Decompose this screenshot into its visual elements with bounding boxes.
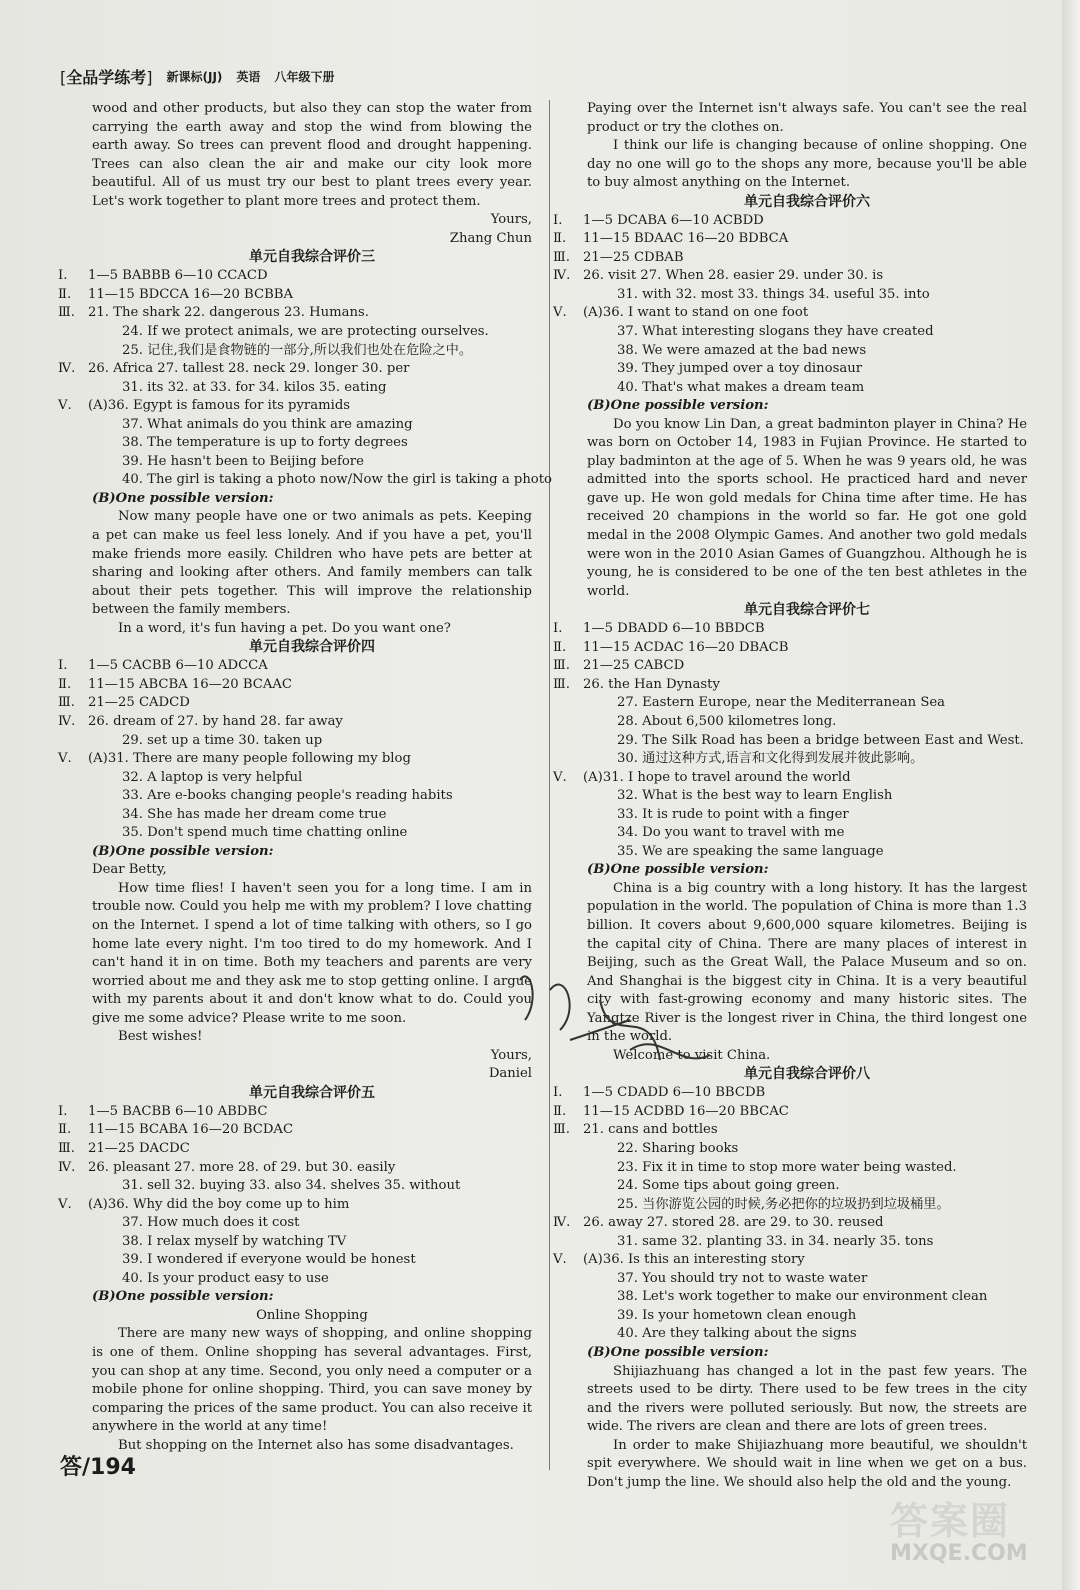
answer-row <box>553 1251 1027 1270</box>
roman-numeral: Ⅴ. <box>553 305 567 321</box>
answer-subline: 29. set up a time 30. taken up <box>122 732 323 748</box>
paragraph: In a word, it's fun having a pet. Do you want one? <box>118 620 451 636</box>
answer-subline: 38. Let's work together to make our environment clean <box>617 1289 988 1305</box>
answer-subline: 34. Do you want to travel with me <box>617 825 845 841</box>
answer-text: (A)36. Is this an interesting story <box>583 1252 805 1268</box>
answer-subline: 23. Fix it in time to stop more water being wasted. <box>617 1159 957 1175</box>
answer-subline: 31. its 32. at 33. for 34. kilos 35. eating <box>122 379 387 395</box>
answer-subline: 25. 记住,我们是食物链的一部分,所以我们也处在危险之中。 <box>122 342 473 358</box>
section-title: 单元自我综合评价四 <box>249 639 375 656</box>
paragraph: Now many people have one or two animals as pets. Keeping a pet can make us feel less lonely. And if you have a pet, you'll make friends more easily. Children who have pets are better at sharing and looking after others. And family members can talk about their pets together. This will improve the relationship between the family members. <box>92 509 532 618</box>
answer-subline: 31. same 32. planting 33. in 34. nearly 35. tons <box>617 1233 934 1249</box>
roman-numeral: Ⅱ. <box>553 639 567 655</box>
roman-numeral: Ⅲ. <box>553 676 570 692</box>
answer-text: 21—25 CABCD <box>583 658 685 674</box>
answer-row <box>553 657 1027 676</box>
roman-numeral: Ⅳ. <box>58 361 76 377</box>
answer-text: 1—5 BABBB 6—10 CCACD <box>88 268 268 284</box>
left-column <box>58 100 552 1455</box>
answer-row <box>58 304 532 323</box>
answer-row <box>58 750 532 769</box>
paragraph: There are many new ways of shopping, and online shopping is one of them. Online shopping has several advantages. First, you can shop at any time. Second, you only need a computer or a mobile phone for online shopping. Third, you can save money by comparing the prices of the same product. You can also receive it anywhere in the world at any time! <box>92 1326 532 1435</box>
right-column <box>553 100 1027 1492</box>
answer-row <box>58 694 532 713</box>
section-title: 单元自我综合评价三 <box>249 249 375 266</box>
brand-title: [全品学练考] <box>60 67 153 87</box>
answer-subline: 33. It is rude to point with a finger <box>617 806 849 822</box>
answer-text: 1—5 DBADD 6—10 BBDCB <box>583 621 765 637</box>
answer-subline: 35. Don't spend much time chatting online <box>122 825 408 841</box>
handwritten-scribble <box>510 960 750 1080</box>
answer-subline: 39. They jumped over a toy dinosaur <box>617 361 863 377</box>
roman-numeral: Ⅱ. <box>553 231 567 247</box>
answer-row <box>58 1121 532 1140</box>
answer-text: 1—5 BACBB 6—10 ABDBC <box>88 1103 268 1119</box>
answer-text: (A)31. There are many people following my blog <box>88 751 411 767</box>
answer-row <box>58 267 532 286</box>
answer-row <box>553 267 1027 286</box>
answer-subline: 39. Is your hometown clean enough <box>617 1307 857 1323</box>
answer-text: 26. dream of 27. by hand 28. far away <box>88 713 343 729</box>
page-number: 答/194 <box>60 1455 136 1480</box>
roman-numeral: Ⅲ. <box>553 1122 570 1138</box>
roman-numeral: Ⅱ. <box>58 1122 72 1138</box>
answer-subline: 37. What animals do you think are amazing <box>122 416 413 432</box>
answer-row <box>58 676 532 695</box>
column-divider <box>549 100 550 1470</box>
version-label: (B)One possible version: <box>587 398 769 414</box>
answer-row <box>553 1103 1027 1122</box>
section-title: 单元自我综合评价七 <box>744 602 870 619</box>
answer-row <box>58 286 532 305</box>
paragraph: China is a big country with a long history. It has the largest population in the world. The population of China is more than 1.3 billion. It covers about 9,600,000 square kilometres. Beijing is the capital city of China. There are many places of interest in Beijing, such as the Great Wall, the Palace Museum and so on. And Shanghai is the biggest city in China. It is a very beautiful city with fast-growing economy and many historic sites. The Yangtze River is the longest river in China, the third longest one in the world. <box>587 880 1027 1045</box>
paragraph: Best wishes! <box>118 1029 203 1045</box>
answer-subline: 40. The girl is taking a photo now/Now the girl is taking a photo <box>122 472 552 488</box>
answer-text: (A)31. I hope to travel around the world <box>583 769 851 785</box>
version-label: (B)One possible version: <box>92 1289 274 1305</box>
roman-numeral: Ⅱ. <box>553 1103 567 1119</box>
answer-row <box>58 360 532 379</box>
answer-subline: 38. We were amazed at the bad news <box>617 342 867 358</box>
answer-subline: 25. 当你游览公园的时候,务必把你的垃圾扔到垃圾桶里。 <box>617 1196 950 1212</box>
answer-row <box>553 620 1027 639</box>
roman-numeral: Ⅴ. <box>553 769 567 785</box>
answer-subline: 31. with 32. most 33. things 34. useful 35. into <box>617 286 930 302</box>
paragraph: Dear Betty, <box>92 862 167 878</box>
answer-text: 26. visit 27. When 28. easier 29. under 30. is <box>583 268 884 284</box>
answer-subline: 22. Sharing books <box>617 1140 739 1156</box>
answer-subline: 35. We are speaking the same language <box>617 843 884 859</box>
answer-text: 21—25 DACDC <box>88 1140 190 1156</box>
roman-numeral: Ⅱ. <box>58 676 72 692</box>
answer-row <box>553 304 1027 323</box>
watermark-logo: 答案圈 <box>890 1499 1011 1543</box>
answer-text: 21—25 CDBAB <box>583 249 684 265</box>
roman-numeral: Ⅰ. <box>58 658 68 674</box>
section-title: 单元自我综合评价六 <box>744 193 870 210</box>
answer-row <box>553 1084 1027 1103</box>
roman-numeral: Ⅰ. <box>58 1103 68 1119</box>
answer-text: 11—15 ACDBD 16—20 BBCAC <box>583 1103 789 1119</box>
answer-row <box>58 1140 532 1159</box>
answer-text: 21. cans and bottles <box>583 1122 718 1138</box>
answer-subline: 40. Is your product easy to use <box>122 1270 329 1286</box>
answer-text: 26. the Han Dynasty <box>583 676 720 692</box>
header-subject: 英语 <box>236 69 261 84</box>
essay-title: Online Shopping <box>256 1307 368 1323</box>
answer-row <box>553 249 1027 268</box>
answer-subline: 40. That's what makes a dream team <box>617 379 865 395</box>
answer-row <box>58 1103 532 1122</box>
roman-numeral: Ⅲ. <box>553 249 570 265</box>
watermark-site: MXQE.COM <box>890 1541 1028 1566</box>
watermark <box>890 1490 1028 1566</box>
answer-subline: 32. A laptop is very helpful <box>122 769 303 785</box>
paragraph: Paying over the Internet isn't always safe. You can't see the real product or try the clothes on. <box>587 101 1027 135</box>
answer-row <box>58 397 532 416</box>
roman-numeral: Ⅰ. <box>553 212 563 228</box>
answer-subline: 38. The temperature is up to forty degrees <box>122 435 408 451</box>
version-label: (B)One possible version: <box>587 1345 769 1360</box>
roman-numeral: Ⅲ. <box>58 695 75 711</box>
answer-subline: 33. Are e-books changing people's reading habits <box>122 788 453 804</box>
version-label: (B)One possible version: <box>92 490 274 506</box>
roman-numeral: Ⅴ. <box>58 398 72 414</box>
roman-numeral: Ⅰ. <box>553 621 563 637</box>
page-header <box>60 64 334 88</box>
answer-text: 11—15 BDAAC 16—20 BDBCA <box>583 231 789 247</box>
version-label: (B)One possible version: <box>92 843 274 859</box>
answer-subline: 30. 通过这种方式,语言和文化得到发展并彼此影响。 <box>617 751 924 767</box>
answer-row <box>553 1121 1027 1140</box>
signature-line: Yours, <box>490 1047 532 1063</box>
answer-text: 21—25 CADCD <box>88 695 190 711</box>
answer-subline: 27. Eastern Europe, near the Mediterranean Sea <box>617 695 946 711</box>
answer-text: 26. away 27. stored 28. are 29. to 30. reused <box>583 1215 884 1231</box>
header-grade: 八年级下册 <box>274 69 335 84</box>
answer-subline: 29. The Silk Road has been a bridge between East and West. <box>617 732 1024 748</box>
answer-row <box>553 230 1027 249</box>
paragraph: Do you know Lin Dan, a great badminton player in China? He was born on October 14, 1983 in Fujian Province. He started to play badminton at the age of 5. When he was 9 years old, he was admitted into the sports school. He practiced hard and never gave up. He won gold medals for China time after time. He has received 20 champions in the world so far. He got one gold medal in the 2008 Olympic Games. And another two gold medals were won in the 2010 Asian Games of Guangzhou. Although he is young, he is considered to be one of the ten best athletes in the world. <box>587 416 1027 599</box>
answer-subline: 40. Are they talking about the signs <box>617 1326 857 1342</box>
answer-text: (A)36. I want to stand on one foot <box>583 305 809 321</box>
answer-text: 11—15 ACDAC 16—20 DBACB <box>583 639 789 655</box>
answer-subline: 34. She has made her dream come true <box>122 806 387 822</box>
answer-subline: 32. What is the best way to learn English <box>617 788 893 804</box>
answer-subline: 37. You should try not to waste water <box>617 1270 868 1286</box>
roman-numeral: Ⅴ. <box>553 1252 567 1268</box>
answer-row <box>553 1214 1027 1233</box>
answer-text: 11—15 BDCCA 16—20 BCBBA <box>88 286 293 302</box>
roman-numeral: Ⅱ. <box>58 286 72 302</box>
answer-text: 26. Africa 27. tallest 28. neck 29. longer 30. per <box>88 361 410 377</box>
answer-row <box>553 676 1027 695</box>
answer-subline: 24. If we protect animals, we are protecting ourselves. <box>122 324 489 340</box>
roman-numeral: Ⅲ. <box>553 658 570 674</box>
answer-text: 1—5 DCABA 6—10 ACBDD <box>583 212 764 228</box>
roman-numeral: Ⅰ. <box>58 268 68 284</box>
answer-subline: 39. He hasn't been to Beijing before <box>122 453 364 469</box>
signature-line: Daniel <box>488 1066 532 1082</box>
answer-subline: 24. Some tips about going green. <box>617 1178 840 1194</box>
answer-subline: 28. About 6,500 kilometres long. <box>617 713 837 729</box>
header-edition: 新课标(JJ) <box>166 69 223 84</box>
answer-text: (A)36. Egypt is famous for its pyramids <box>88 398 351 414</box>
answer-row <box>553 769 1027 788</box>
answer-row <box>58 1196 532 1215</box>
roman-numeral: Ⅳ. <box>58 1159 76 1175</box>
answer-subline: 39. I wondered if everyone would be honest <box>122 1252 416 1268</box>
roman-numeral: Ⅴ. <box>58 1196 72 1212</box>
paragraph: In order to make Shijiazhuang more beautiful, we shouldn't spit everywhere. We should wait in line when we get on a bus. Don't jump the line. We should also help the old and the young. <box>587 1437 1027 1490</box>
paragraph: I think our life is changing because of online shopping. One day no one will go to the shops any more, because you'll be able to buy almost anything on the Internet. <box>587 138 1027 191</box>
paragraph: How time flies! I haven't seen you for a long time. I am in trouble now. Could you help me with my problem? I love chatting on the Internet. I spend a lot of time talking with others, so I go home late every night. I'm too tired to do my homework. And I can't hand it in on time. Both my teachers and parents are very worried about me and they ask me to stop getting online. I argue with my parents about it and don't know what to do. Could you give me some advice? Please write to me soon. <box>92 880 532 1026</box>
roman-numeral: Ⅲ. <box>58 1140 75 1156</box>
answer-subline: 37. How much does it cost <box>122 1215 300 1231</box>
roman-numeral: Ⅳ. <box>553 1215 571 1231</box>
section-title: 单元自我综合评价八 <box>744 1066 870 1083</box>
paragraph: wood and other products, but also they can stop the water from carrying the earth away and stop the wind from blowing the earth away. So trees can prevent flood and drought happening. Trees can also clean the air and make our city look more beautiful. All of us must try our best to plant trees every year. Let's work together to plant more trees and protect them. <box>92 101 532 209</box>
roman-numeral: Ⅳ. <box>553 268 571 284</box>
answer-subline: 38. I relax myself by watching TV <box>122 1233 347 1249</box>
roman-numeral: Ⅰ. <box>553 1085 563 1101</box>
signature-line: Zhang Chun <box>449 230 532 246</box>
section-title: 单元自我综合评价五 <box>249 1084 375 1101</box>
paragraph: Welcome to visit China. <box>613 1047 771 1063</box>
answer-text: 1—5 CACBB 6—10 ADCCA <box>88 658 268 674</box>
answer-row <box>58 657 532 676</box>
paragraph: Shijiazhuang has changed a lot in the past few years. The streets used to be dirty. There used to be few trees in the city and the rivers were polluted seriously. But now, the streets are wide. The rivers are clean and there are lots of green trees. <box>587 1363 1027 1435</box>
answer-row <box>553 212 1027 231</box>
paragraph: But shopping on the Internet also has some disadvantages. <box>118 1437 514 1453</box>
answer-text: 11—15 ABCBA 16—20 BCAAC <box>88 676 293 692</box>
answer-text: 1—5 CDADD 6—10 BBCDB <box>583 1085 766 1101</box>
answer-text: 21. The shark 22. dangerous 23. Humans. <box>88 305 369 321</box>
answer-text: 26. pleasant 27. more 28. of 29. but 30. easily <box>88 1159 396 1175</box>
answer-text: (A)36. Why did the boy come up to him <box>88 1196 350 1212</box>
signature-line: Yours, <box>490 212 532 228</box>
version-label: (B)One possible version: <box>587 862 769 878</box>
answer-row <box>58 713 532 732</box>
answer-text: 11—15 BCABA 16—20 BCDAC <box>88 1122 294 1138</box>
roman-numeral: Ⅳ. <box>58 713 76 729</box>
page-spine <box>1062 0 1080 1590</box>
answer-row <box>58 1159 532 1178</box>
answer-subline: 31. sell 32. buying 33. also 34. shelves 35. without <box>122 1178 461 1194</box>
roman-numeral: Ⅴ. <box>58 751 72 767</box>
roman-numeral: Ⅲ. <box>58 305 75 321</box>
answer-subline: 37. What interesting slogans they have created <box>617 324 934 340</box>
answer-row <box>553 639 1027 658</box>
